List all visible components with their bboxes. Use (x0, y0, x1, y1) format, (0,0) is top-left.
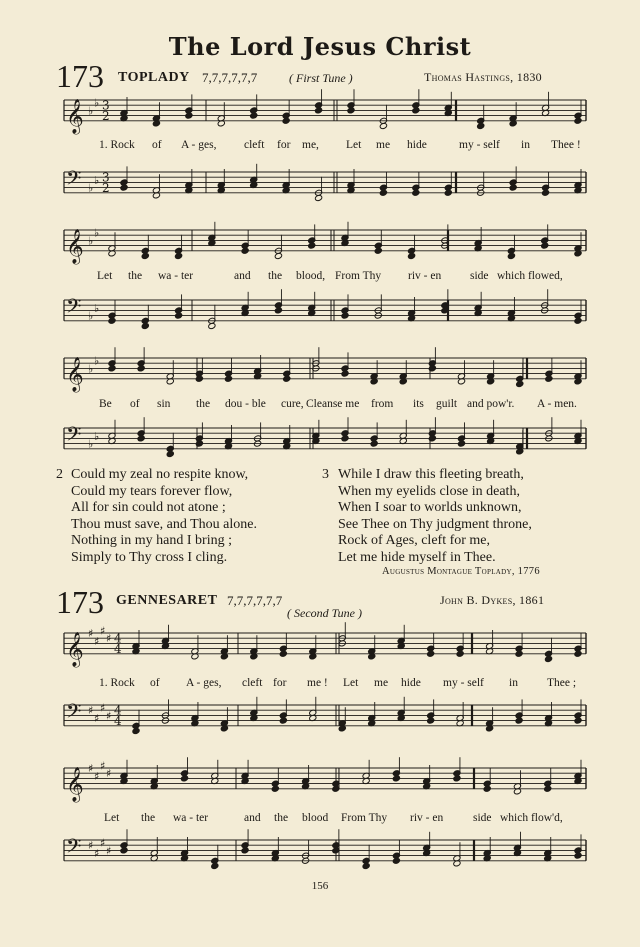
verse-line: Could my tears forever flow, (71, 483, 233, 499)
note-head (274, 252, 282, 259)
note-head (250, 112, 258, 119)
verse-2 (71, 467, 257, 567)
flat-icon: ♭ (88, 437, 94, 451)
lyric-word: my - self (459, 139, 500, 151)
note-head (544, 655, 552, 662)
verse-line: All for sin could not atone ; (71, 500, 226, 516)
lyric-word: for (273, 677, 287, 689)
lyric-word: Let (346, 139, 362, 151)
lyric-word: in (509, 677, 518, 689)
lyric-word: guilt (436, 398, 458, 410)
flat-icon: ♭ (94, 96, 100, 110)
lyric-word: Let (97, 270, 113, 282)
note-head (166, 450, 174, 457)
meter: 7,7,7,7,7,7 (202, 70, 258, 85)
time-signature: 4 (114, 631, 122, 646)
lyric-word: and (234, 270, 251, 282)
lyric-word: Cleanse me (306, 398, 360, 410)
note-head (341, 312, 349, 319)
note-head (279, 717, 287, 724)
sharp-icon: ♯ (88, 704, 94, 718)
note-head (374, 247, 382, 254)
note-head (412, 107, 420, 114)
note-head (456, 650, 464, 657)
note-head (279, 650, 287, 657)
lyric-word: wa - ter (158, 270, 194, 282)
verse-line: While I draw this fleeting breath, (338, 467, 524, 482)
lyric-word: sin (157, 398, 171, 410)
sharp-icon: ♯ (100, 836, 106, 850)
lyric-word: blood, (296, 270, 326, 282)
verse-3 (338, 467, 532, 567)
note-head (574, 317, 582, 324)
lyric-word: dou - ble (225, 398, 266, 410)
verse-line: Nothing in my hand I bring ; (71, 533, 232, 549)
lyric-word: of (152, 139, 162, 151)
note-head (208, 322, 216, 329)
lyric-word: the (274, 812, 289, 824)
note-head (341, 435, 349, 442)
flat-icon: ♭ (88, 362, 94, 376)
note-head (137, 365, 145, 372)
note-head (332, 785, 340, 792)
lyric-word: 1. Rock (99, 677, 135, 689)
verse-number: 2 (56, 467, 63, 482)
flat-icon: ♭ (88, 309, 94, 323)
composer: John B. Dykes, 1861 (440, 593, 545, 607)
lyric-word: me ! (307, 677, 328, 689)
sharp-icon: ♯ (94, 847, 100, 860)
sharp-icon: ♯ (100, 759, 106, 773)
bass-clef-icon: 𝄢 (66, 166, 82, 195)
note-head (483, 785, 491, 792)
lyric-word: and (244, 812, 261, 824)
note-head (408, 252, 416, 259)
treble-clef-icon: 𝄞 (66, 356, 84, 392)
note-head (241, 247, 249, 254)
flat-icon: ♭ (94, 173, 100, 187)
lyric-word: cleft (244, 139, 265, 151)
lyric-word: Let (343, 677, 359, 689)
note-head (545, 375, 553, 382)
sharp-icon: ♯ (106, 709, 112, 723)
note-head (574, 717, 582, 724)
lyric-word: blood (302, 812, 329, 824)
lyric-word: in (521, 139, 530, 151)
lyric-word: cure, (281, 398, 304, 410)
flat-icon: ♭ (94, 301, 100, 315)
flat-icon: ♭ (88, 181, 94, 195)
lyric-word: my - self (443, 677, 484, 689)
lyric-word: 1. Rock (99, 139, 135, 151)
sharp-icon: ♯ (94, 712, 100, 725)
composer: Thomas Hastings, 1830 (424, 70, 542, 84)
note-head (271, 785, 279, 792)
lyric-word: me (374, 677, 389, 689)
time-signature: 4 (114, 713, 122, 728)
lyric-word: A - men. (537, 398, 577, 410)
time-signature: 3 (102, 170, 110, 185)
note-head (515, 717, 523, 724)
lyric-word: From Thy (335, 270, 382, 282)
lyric-word: which flow'd, (500, 812, 563, 824)
note-head (108, 365, 116, 372)
note-head (457, 440, 465, 447)
sharp-icon: ♯ (106, 844, 112, 858)
lyric-word: the (268, 270, 283, 282)
lyric-word: of (130, 398, 140, 410)
note-head (141, 252, 149, 259)
lyric-word: the (141, 812, 156, 824)
hymn-number: 173 (56, 584, 104, 620)
sharp-icon: ♯ (100, 701, 106, 715)
note-head (392, 857, 400, 864)
lyric-word: the (128, 270, 143, 282)
tune-note: ( Second Tune ) (287, 606, 362, 620)
note-head (509, 184, 517, 191)
note-head (507, 252, 515, 259)
verse-line: See Thee on Thy judgment throne, (338, 516, 532, 532)
note-head (515, 650, 523, 657)
note-head (241, 847, 249, 854)
note-head (282, 117, 290, 124)
note-head (392, 775, 400, 782)
note-head (542, 189, 550, 196)
author-credit: Augustus Montague Toplady, 1776 (382, 566, 540, 577)
note-head (141, 322, 149, 329)
sharp-icon: ♯ (94, 769, 100, 783)
verse-line: Could my zeal no respite know, (71, 467, 249, 482)
note-head (427, 650, 435, 657)
bass-clef-icon: 𝄢 (66, 422, 82, 451)
treble-clef-icon: 𝄞 (66, 228, 84, 264)
verse-line: When my eyelids close in death, (338, 483, 520, 499)
bass-clef-icon: 𝄢 (66, 834, 82, 863)
verse-number: 3 (322, 467, 329, 482)
lyric-word: the (196, 398, 211, 410)
lyric-word: for (277, 139, 291, 151)
lyric-word: A - ges, (181, 139, 217, 151)
sharp-icon: ♯ (106, 767, 112, 781)
note-head (120, 847, 128, 854)
hymn-number: 173 (56, 58, 104, 94)
note-head (175, 312, 183, 319)
time-signature: 4 (114, 703, 122, 718)
lyric-word: cleft (242, 677, 263, 689)
lyric-word: from (371, 398, 394, 410)
note-head (341, 370, 349, 377)
flat-icon: ♭ (88, 234, 94, 248)
bass-clef-icon: 𝄢 (66, 294, 82, 323)
note-head (427, 717, 435, 724)
treble-clef-icon: 𝄞 (66, 766, 84, 802)
lyric-word: From Thy (341, 812, 388, 824)
lyric-word: side (473, 812, 492, 824)
sharp-icon: ♯ (88, 762, 94, 775)
note-head (185, 112, 193, 119)
lyric-word: and pow'r. (467, 398, 515, 410)
note-head (444, 189, 452, 196)
lyric-word: Thee ; (547, 677, 577, 689)
note-head (574, 117, 582, 124)
page-number: 156 (311, 880, 329, 892)
note-head (574, 852, 582, 859)
lyric-word: wa - ter (173, 812, 209, 824)
note-head (370, 440, 378, 447)
note-head (211, 862, 219, 869)
note-head (362, 862, 370, 869)
note-head (274, 307, 282, 314)
section-title: The Lord Jesus Christ (168, 32, 472, 61)
lyric-word: Thee ! (551, 139, 581, 151)
verse-line: Simply to Thy cross I cling. (71, 549, 228, 565)
sharp-icon: ♯ (100, 624, 106, 638)
note-head (347, 107, 355, 114)
note-head (108, 317, 116, 324)
note-head (180, 775, 188, 782)
note-head (379, 189, 387, 196)
note-head (315, 107, 323, 114)
verse-line: Thou must save, and Thou alone. (71, 516, 257, 532)
lyric-word: Be (99, 398, 112, 410)
lyric-word: riv - en (410, 812, 444, 824)
note-head (120, 184, 128, 191)
note-head (132, 727, 140, 734)
note-head (137, 435, 145, 442)
treble-clef-icon: 𝄞 (66, 631, 84, 667)
flat-icon: ♭ (94, 354, 100, 368)
note-head (175, 252, 183, 259)
note-head (379, 122, 387, 129)
note-head (516, 380, 524, 387)
lyric-word: Let (104, 812, 120, 824)
sharp-icon: ♯ (88, 627, 94, 640)
lyric-word: side (470, 270, 489, 282)
verse-line: Rock of Ages, cleft for me, (338, 533, 491, 549)
time-signature: 2 (102, 180, 110, 195)
note-head (477, 122, 485, 129)
bass-clef-icon: 𝄢 (66, 699, 82, 728)
tune-name: GENNESARET (116, 593, 218, 608)
note-head (544, 785, 552, 792)
flat-icon: ♭ (88, 104, 94, 118)
verse-line: When I soar to worlds unknown, (338, 500, 522, 516)
flat-icon: ♭ (94, 429, 100, 443)
lyric-word: hide (401, 677, 421, 689)
lyric-word: me (376, 139, 391, 151)
lyric-word: me, (302, 139, 319, 151)
time-signature: 4 (114, 641, 122, 656)
note-head (308, 242, 316, 249)
flat-icon: ♭ (94, 226, 100, 240)
sharp-icon: ♯ (106, 632, 112, 646)
lyric-word: A - ges, (186, 677, 222, 689)
time-signature: 2 (102, 108, 110, 123)
lyric-word: of (150, 677, 160, 689)
lyric-word: which flowed, (497, 270, 563, 282)
note-head (541, 242, 549, 249)
treble-clef-icon: 𝄞 (66, 98, 84, 134)
verse-line: Let me hide myself in Thee. (338, 549, 496, 565)
sharp-icon: ♯ (88, 839, 94, 853)
lyric-word: riv - en (408, 270, 442, 282)
time-signature: 3 (102, 98, 110, 113)
note-head (315, 194, 323, 201)
note-head (453, 775, 461, 782)
meter: 7,7,7,7,7,7 (227, 593, 283, 608)
sharp-icon: ♯ (94, 634, 100, 648)
lyric-word: its (413, 398, 424, 410)
note-head (412, 189, 420, 196)
note-head (574, 650, 582, 657)
note-head (224, 375, 232, 382)
note-head (283, 375, 291, 382)
tune-note: ( First Tune ) (289, 71, 353, 85)
lyric-word: hide (407, 139, 427, 151)
tune-name: TOPLADY (118, 70, 190, 85)
